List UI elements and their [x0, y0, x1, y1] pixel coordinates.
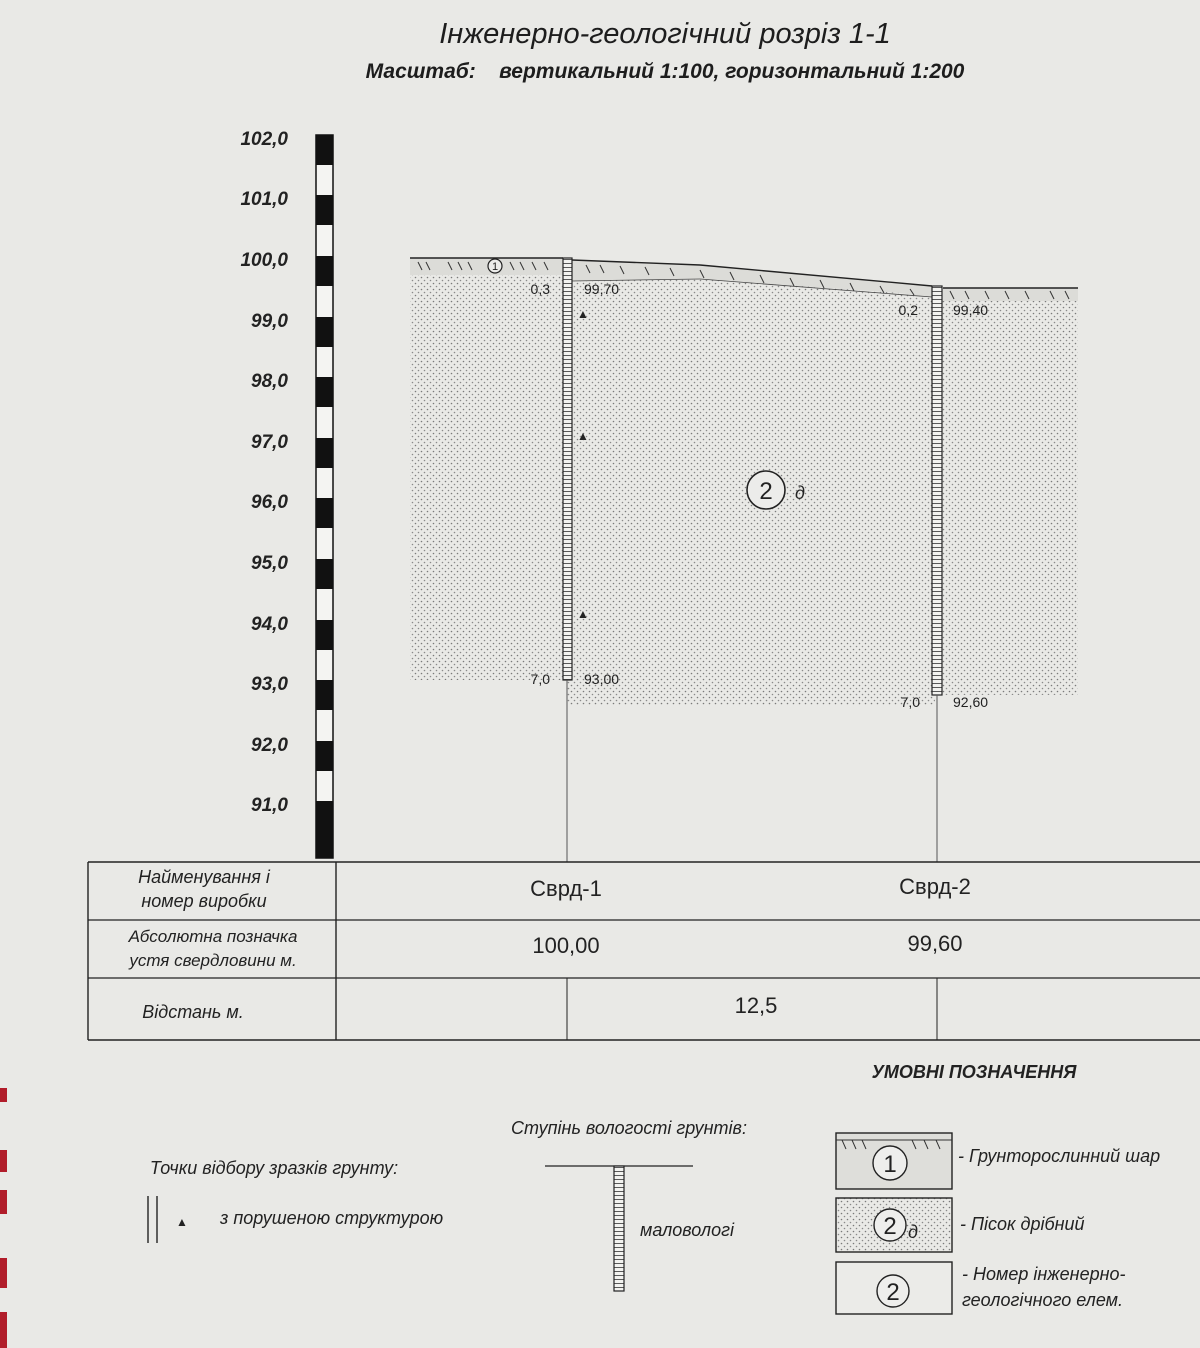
moisture-text: маловологі: [640, 1220, 734, 1240]
legend-sand-swatch: [836, 1198, 952, 1252]
elevation-label: 99,0: [251, 311, 288, 332]
samples-marker: ▲: [176, 1215, 188, 1229]
elevation-scale-bar: [316, 135, 333, 858]
bh2-bottom-depth: 7,0: [900, 694, 920, 710]
sample-point: ▲: [577, 307, 589, 321]
elevation-label: 101,0: [240, 189, 288, 210]
scale-text: вертикальний 1:100, горизонтальний 1:200: [499, 60, 965, 83]
elevation-label: 95,0: [251, 553, 288, 574]
bh2-mouth: 99,60: [907, 931, 963, 956]
row2-label: Абсолютна позначка устя свердловини м.: [128, 927, 298, 970]
sample-point: ▲: [577, 607, 589, 621]
bh2-top-elev: 99,40: [953, 302, 989, 318]
bh2-name: Сврд-2: [899, 874, 971, 899]
legend-item2-index: д: [908, 1222, 918, 1242]
bh1-bottom-elev: 93,00: [584, 671, 620, 687]
bh1-top-depth: 0,3: [530, 281, 550, 297]
sand-layer: [410, 273, 1078, 705]
borehole-1-column: [563, 258, 572, 862]
legend-heading: УМОВНІ ПОЗНАЧЕННЯ: [871, 1062, 1077, 1082]
samples-title: Точки відбору зразків грунту:: [149, 1158, 399, 1178]
samples-text: з порушеною структурою: [220, 1208, 444, 1228]
legend-item2-text: - Пісок дрібний: [960, 1214, 1085, 1234]
moisture-title: Ступінь вологості грунтів:: [511, 1118, 747, 1138]
edge-mark: [0, 1088, 7, 1102]
legend-item3-number: 2: [886, 1279, 900, 1306]
layer-1-marker: [488, 259, 502, 273]
elevation-label: 94,0: [251, 614, 288, 635]
edge-mark: [0, 1150, 7, 1172]
legend: [148, 1062, 1160, 1314]
row3-label: Відстань м.: [142, 1002, 244, 1022]
elevation-label: 96,0: [251, 492, 288, 513]
section-title: Інженерно-геологічний розріз 1-1: [439, 18, 891, 50]
elevation-label: 93,0: [251, 674, 288, 695]
elevation-label: 98,0: [251, 371, 288, 392]
scale-prefix: Масштаб:: [365, 60, 476, 83]
borehole-2-column: [932, 286, 942, 862]
edge-mark: [0, 1258, 7, 1288]
distance-value: 12,5: [734, 993, 778, 1018]
edge-mark: [0, 1190, 7, 1214]
legend-item1-text: - Грунторослинний шар: [958, 1146, 1161, 1166]
legend-item3-text: - Номер інженерно-геологічного елем.: [962, 1264, 1126, 1310]
layer-1-number: 1: [491, 261, 499, 273]
legend-item2-number: 2: [883, 1213, 897, 1240]
layer-2-number: 2: [759, 478, 773, 505]
bh1-name: Сврд-1: [530, 876, 602, 901]
elevation-label: 97,0: [251, 432, 288, 453]
bh2-top-depth: 0,2: [898, 302, 918, 318]
elevation-label: 92,0: [251, 735, 288, 756]
layer-2-index: д: [795, 483, 805, 503]
legend-ige-number-swatch: [836, 1262, 952, 1314]
elevation-label: 102,0: [240, 129, 288, 150]
bh1-top-elev: 99,70: [584, 281, 620, 297]
edge-mark: [0, 1312, 7, 1348]
sample-point: ▲: [577, 429, 589, 443]
legend-item1-number: 1: [883, 1151, 897, 1178]
elevation-label: 91,0: [251, 795, 288, 816]
bh1-bottom-depth: 7,0: [530, 671, 550, 687]
elevation-label: 100,0: [240, 250, 288, 271]
table-text: [128, 867, 971, 1022]
row1-label: Найменування і номер виробки: [138, 867, 270, 911]
legend-topsoil-swatch: [836, 1133, 952, 1189]
bh2-bottom-elev: 92,60: [953, 694, 989, 710]
bh1-mouth: 100,00: [532, 933, 600, 958]
